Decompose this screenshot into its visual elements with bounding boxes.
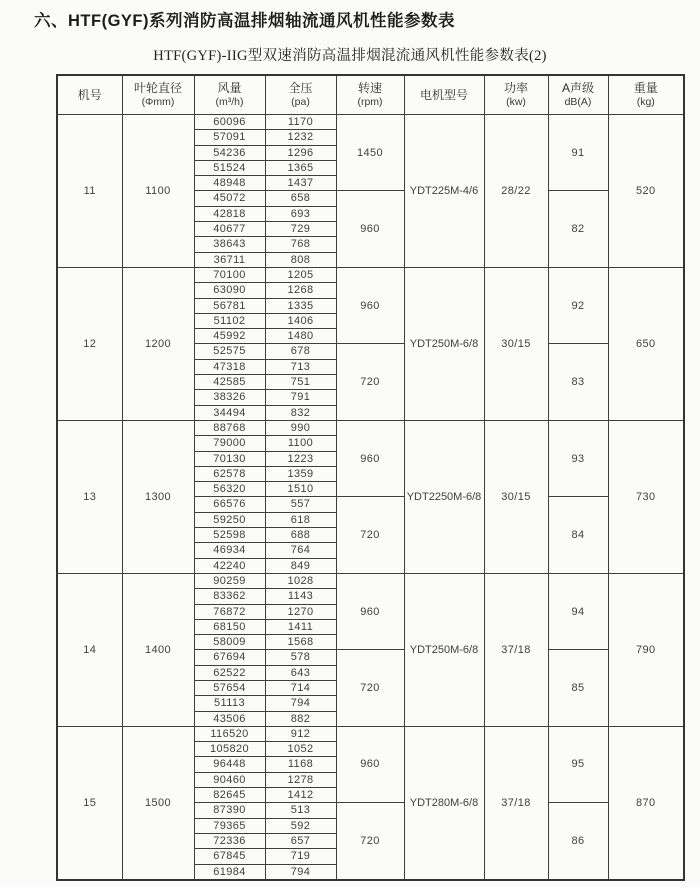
pressure-cell: 592	[265, 818, 336, 833]
flow-cell: 116520	[194, 726, 265, 741]
flow-cell: 70130	[194, 451, 265, 466]
flow-cell: 96448	[194, 757, 265, 772]
flow-cell: 51113	[194, 696, 265, 711]
column-header-unit: (rpm)	[357, 95, 383, 108]
pressure-cell: 643	[265, 665, 336, 680]
pressure-cell: 657	[265, 833, 336, 848]
column-header-label: 重量	[633, 80, 658, 95]
column-header	[548, 75, 608, 115]
pressure-cell: 1205	[265, 267, 336, 282]
pressure-cell: 990	[265, 420, 336, 435]
flow-cell: 60096	[194, 115, 265, 130]
speed-low-cell: 720	[336, 803, 404, 880]
pressure-cell: 658	[265, 191, 336, 206]
weight-cell: 650	[608, 267, 684, 420]
column-header-unit: (kg)	[636, 95, 655, 108]
pressure-cell: 1406	[265, 313, 336, 328]
speed-low-cell: 960	[336, 191, 404, 267]
column-header-unit: (pa)	[291, 95, 310, 108]
flow-cell: 34494	[194, 405, 265, 420]
power-cell: 30/15	[484, 267, 548, 420]
flow-cell: 38643	[194, 237, 265, 252]
pressure-cell: 688	[265, 528, 336, 543]
machine-no-cell: 11	[57, 115, 122, 268]
pressure-cell: 1168	[265, 757, 336, 772]
table-row	[57, 420, 684, 435]
pressure-cell: 1296	[265, 145, 336, 160]
column-header-unit: (Φmm)	[141, 95, 175, 108]
flow-cell: 40677	[194, 222, 265, 237]
pressure-cell: 1170	[265, 115, 336, 130]
column-header-unit: (m³/h)	[215, 95, 244, 108]
column-header-label: 电机型号	[419, 87, 468, 102]
machine-no-cell: 15	[57, 726, 122, 879]
flow-cell: 79000	[194, 436, 265, 451]
flow-cell: 54236	[194, 145, 265, 160]
column-header	[336, 75, 404, 115]
noise-low-cell: 82	[548, 191, 608, 267]
column-header-label: 机号	[77, 87, 102, 102]
flow-cell: 42585	[194, 375, 265, 390]
flow-cell: 56320	[194, 482, 265, 497]
machine-no-cell: 14	[57, 573, 122, 726]
speed-high-cell: 960	[336, 267, 404, 343]
table-subtitle: HTF(GYF)-IIG型双速消防高温排烟混流通风机性能参数表(2)	[153, 48, 547, 64]
flow-cell: 82645	[194, 788, 265, 803]
flow-cell: 90259	[194, 573, 265, 588]
diameter-cell: 1100	[122, 115, 194, 268]
weight-cell: 520	[608, 115, 684, 268]
pressure-cell: 791	[265, 390, 336, 405]
speed-high-cell: 960	[336, 420, 404, 496]
pressure-cell: 1028	[265, 573, 336, 588]
pressure-cell: 1437	[265, 176, 336, 191]
column-header-label: 功率	[503, 80, 528, 95]
noise-high-cell: 94	[548, 573, 608, 649]
flow-cell: 83362	[194, 589, 265, 604]
pressure-cell: 882	[265, 711, 336, 726]
table-row	[57, 267, 684, 282]
power-cell: 37/18	[484, 726, 548, 879]
flow-cell: 43506	[194, 711, 265, 726]
flow-cell: 70100	[194, 267, 265, 282]
flow-cell: 61984	[194, 864, 265, 880]
fan-performance-table	[56, 74, 685, 881]
column-header	[122, 75, 194, 115]
flow-cell: 48948	[194, 176, 265, 191]
flow-cell: 87390	[194, 803, 265, 818]
column-header-label: 全压	[288, 80, 313, 95]
pressure-cell: 849	[265, 558, 336, 573]
noise-high-cell: 93	[548, 420, 608, 496]
pressure-cell: 1143	[265, 589, 336, 604]
noise-low-cell: 83	[548, 344, 608, 420]
flow-cell: 68150	[194, 619, 265, 634]
speed-low-cell: 720	[336, 497, 404, 573]
weight-cell: 790	[608, 573, 684, 726]
flow-cell: 72336	[194, 833, 265, 848]
power-cell: 37/18	[484, 573, 548, 726]
flow-cell: 105820	[194, 742, 265, 757]
table-row	[57, 573, 684, 588]
column-header	[608, 75, 684, 115]
motor-model-cell: YDT280M-6/8	[404, 726, 484, 879]
pressure-cell: 1412	[265, 788, 336, 803]
noise-low-cell: 86	[548, 803, 608, 880]
motor-model-cell: YDT225M-4/6	[404, 115, 484, 268]
flow-cell: 36711	[194, 252, 265, 267]
diameter-cell: 1200	[122, 267, 194, 420]
speed-high-cell: 960	[336, 573, 404, 649]
noise-low-cell: 85	[548, 650, 608, 726]
flow-cell: 62578	[194, 466, 265, 481]
pressure-cell: 1365	[265, 160, 336, 175]
table-body	[57, 115, 684, 880]
column-header	[57, 75, 122, 115]
power-cell: 30/15	[484, 420, 548, 573]
flow-cell: 42240	[194, 558, 265, 573]
flow-cell: 59250	[194, 512, 265, 527]
pressure-cell: 1232	[265, 130, 336, 145]
column-header	[265, 75, 336, 115]
flow-cell: 57654	[194, 680, 265, 695]
pressure-cell: 808	[265, 252, 336, 267]
flow-cell: 62522	[194, 665, 265, 680]
speed-low-cell: 720	[336, 650, 404, 726]
column-header	[404, 75, 484, 115]
flow-cell: 52575	[194, 344, 265, 359]
flow-cell: 56781	[194, 298, 265, 313]
pressure-cell: 1100	[265, 436, 336, 451]
flow-cell: 67694	[194, 650, 265, 665]
motor-model-cell: YDT250M-6/8	[404, 267, 484, 420]
speed-low-cell: 720	[336, 344, 404, 420]
table-header-row	[57, 75, 684, 115]
flow-cell: 51524	[194, 160, 265, 175]
flow-cell: 58009	[194, 635, 265, 650]
weight-cell: 870	[608, 726, 684, 879]
diameter-cell: 1300	[122, 420, 194, 573]
table-row	[57, 115, 684, 130]
pressure-cell: 832	[265, 405, 336, 420]
pressure-cell: 714	[265, 680, 336, 695]
flow-cell: 52598	[194, 528, 265, 543]
motor-model-cell: YDT2250M-6/8	[404, 420, 484, 573]
motor-model-cell: YDT250M-6/8	[404, 573, 484, 726]
pressure-cell: 1411	[265, 619, 336, 634]
flow-cell: 51102	[194, 313, 265, 328]
column-header-label: 风量	[217, 80, 242, 95]
noise-high-cell: 92	[548, 267, 608, 343]
pressure-cell: 578	[265, 650, 336, 665]
pressure-cell: 1480	[265, 329, 336, 344]
flow-cell: 76872	[194, 604, 265, 619]
pressure-cell: 513	[265, 803, 336, 818]
flow-cell: 38326	[194, 390, 265, 405]
page-title: 六、HTF(GYF)系列消防高温排烟轴流通风机性能参数表	[34, 12, 455, 30]
machine-no-cell: 13	[57, 420, 122, 573]
pressure-cell: 912	[265, 726, 336, 741]
pressure-cell: 678	[265, 344, 336, 359]
pressure-cell: 1268	[265, 283, 336, 298]
column-header-unit: (kw)	[506, 95, 526, 108]
pressure-cell: 693	[265, 206, 336, 221]
pressure-cell: 557	[265, 497, 336, 512]
pressure-cell: 1223	[265, 451, 336, 466]
weight-cell: 730	[608, 420, 684, 573]
column-header-label: 叶轮直径	[133, 80, 182, 95]
flow-cell: 42818	[194, 206, 265, 221]
pressure-cell: 618	[265, 512, 336, 527]
pressure-cell: 1270	[265, 604, 336, 619]
flow-cell: 88768	[194, 420, 265, 435]
noise-high-cell: 95	[548, 726, 608, 802]
pressure-cell: 1568	[265, 635, 336, 650]
pressure-cell: 713	[265, 359, 336, 374]
flow-cell: 63090	[194, 283, 265, 298]
pressure-cell: 794	[265, 864, 336, 880]
pressure-cell: 1335	[265, 298, 336, 313]
column-header	[484, 75, 548, 115]
column-header-unit: dB(A)	[564, 95, 592, 108]
column-header-label: 转速	[357, 80, 382, 95]
flow-cell: 79365	[194, 818, 265, 833]
pressure-cell: 1510	[265, 482, 336, 497]
pressure-cell: 1359	[265, 466, 336, 481]
pressure-cell: 768	[265, 237, 336, 252]
flow-cell: 67845	[194, 849, 265, 864]
column-header-label: A声级	[561, 80, 594, 95]
table-row	[57, 726, 684, 741]
pressure-cell: 719	[265, 849, 336, 864]
flow-cell: 66576	[194, 497, 265, 512]
pressure-cell: 729	[265, 222, 336, 237]
flow-cell: 57091	[194, 130, 265, 145]
header-row	[57, 75, 684, 115]
diameter-cell: 1400	[122, 573, 194, 726]
pressure-cell: 794	[265, 696, 336, 711]
power-cell: 28/22	[484, 115, 548, 268]
pressure-cell: 751	[265, 375, 336, 390]
pressure-cell: 1278	[265, 772, 336, 787]
noise-high-cell: 91	[548, 115, 608, 191]
flow-cell: 45072	[194, 191, 265, 206]
machine-no-cell: 12	[57, 267, 122, 420]
pressure-cell: 1052	[265, 742, 336, 757]
flow-cell: 90460	[194, 772, 265, 787]
speed-high-cell: 1450	[336, 115, 404, 191]
column-header	[194, 75, 265, 115]
noise-low-cell: 84	[548, 497, 608, 573]
speed-high-cell: 960	[336, 726, 404, 802]
diameter-cell: 1500	[122, 726, 194, 879]
flow-cell: 47318	[194, 359, 265, 374]
flow-cell: 46934	[194, 543, 265, 558]
flow-cell: 45992	[194, 329, 265, 344]
pressure-cell: 764	[265, 543, 336, 558]
